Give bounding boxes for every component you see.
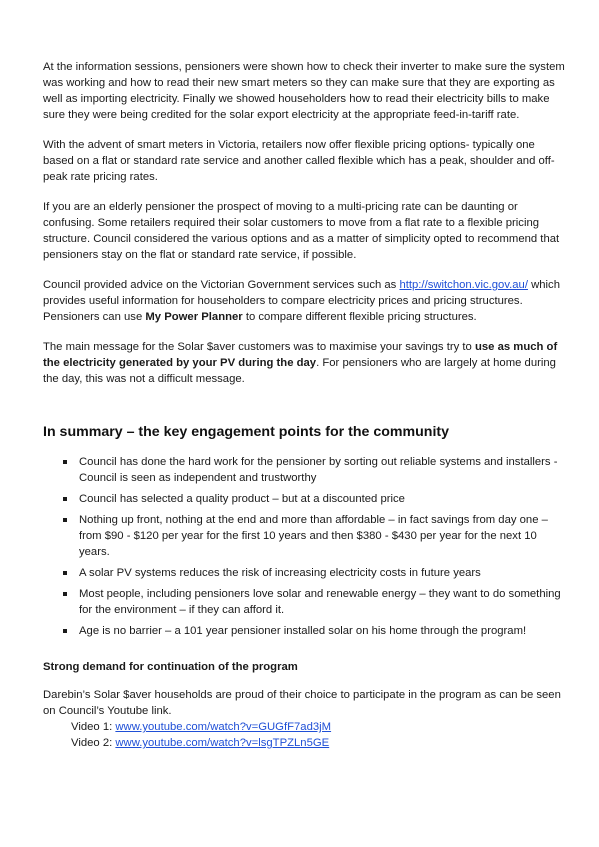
square-bullet-icon <box>63 518 67 522</box>
paragraph-smart-meters: With the advent of smart meters in Victoria, retailers now offer flexible pricing options- typically one based on a flat or standard rate service and another called flexible which has a peak, shoulder and off-peak rate pricing rates. <box>43 139 555 183</box>
video-label: Video 1: <box>71 721 116 733</box>
text-segment: . For pensioners who are largely at home during the day, this was not a difficult message. <box>43 357 556 385</box>
paragraph-information-sessions: At the information sessions, pensioners were shown how to check their inverter to make sure the system was working and how to read their new smart meters so they can make sure that they are exporting as well as importing electricity. Finally we showed householders how to read their electricity bills to make sure they were being credited for the solar export electricity at the appropriate feed-in-tariff rate. <box>43 61 565 121</box>
bullet-text: Most people, including pensioners love solar and renewable energy – they want to do something for the environment – if they can afford it. <box>79 588 561 616</box>
square-bullet-icon <box>63 497 67 501</box>
video-line-2 <box>43 735 565 751</box>
paragraph-pricing-advice: If you are an elderly pensioner the prospect of moving to a multi-pricing rate can be daunting or confusing. Some retailers required their solar customers to move from a flat rate to a flexible pricing structure. Council considered the various options and as a matter of simplicity opted to recommend that pensioners stay on the flat or standard rate service, if possible. <box>43 201 560 261</box>
square-bullet-icon <box>63 460 67 464</box>
bullet-text: Nothing up front, nothing at the end and more than affordable – in fact savings from day one – from $90 - $120 per year for the first 10 years and then $380 - $430 per year for the next 10 years. <box>79 514 548 558</box>
paragraph-demand: Darebin’s Solar $aver households are proud of their choice to participate in the program as can be seen on Council’s Youtube link. <box>43 689 561 717</box>
demand-heading: Strong demand for continuation of the program <box>43 661 298 673</box>
summary-bullet-list <box>43 454 565 639</box>
bullet-text: Council has selected a quality product – but at a discounted price <box>79 493 405 505</box>
list-item <box>79 491 565 507</box>
summary-heading: In summary – the key engagement points for the community <box>43 424 450 440</box>
bullet-text: A solar PV systems reduces the risk of increasing electricity costs in future years <box>79 567 481 579</box>
video-label: Video 2: <box>71 737 116 749</box>
bullet-text: Council has done the hard work for the pensioner by sorting out reliable systems and installers - Council is seen as independent and trustworthy <box>79 456 558 484</box>
list-item <box>79 454 565 486</box>
text-segment: The main message for the Solar $aver customers was to maximise your savings try to <box>43 341 475 353</box>
video-2-link[interactable]: www.youtube.com/watch?v=lsgTPZLn5GE <box>115 737 330 749</box>
list-item <box>79 565 565 581</box>
paragraph-government-services <box>43 277 565 325</box>
text-segment: which provides useful information for householders to compare electricity prices and pricing structures. Pensioners can use <box>43 279 560 323</box>
power-planner-bold: My Power Planner <box>145 311 243 323</box>
video-1-link[interactable]: www.youtube.com/watch?v=GUGfF7ad3jM <box>115 721 332 733</box>
list-item <box>79 586 565 618</box>
page-content <box>43 59 565 751</box>
text-segment: to compare different flexible pricing structures. <box>242 311 477 323</box>
video-line-1 <box>43 719 565 735</box>
text-segment: Council provided advice on the Victorian Government services such as <box>43 279 400 291</box>
square-bullet-icon <box>63 571 67 575</box>
switchon-link[interactable]: http://switchon.vic.gov.au/ <box>399 279 528 291</box>
main-message-bold: use as much of the electricity generated by your PV during the day <box>43 341 558 369</box>
square-bullet-icon <box>63 592 67 596</box>
bullet-text: Age is no barrier – a 101 year pensioner installed solar on his home through the program! <box>79 625 527 637</box>
paragraph-main-message <box>43 339 565 387</box>
list-item <box>79 512 565 560</box>
square-bullet-icon <box>63 629 67 633</box>
list-item <box>79 623 565 639</box>
